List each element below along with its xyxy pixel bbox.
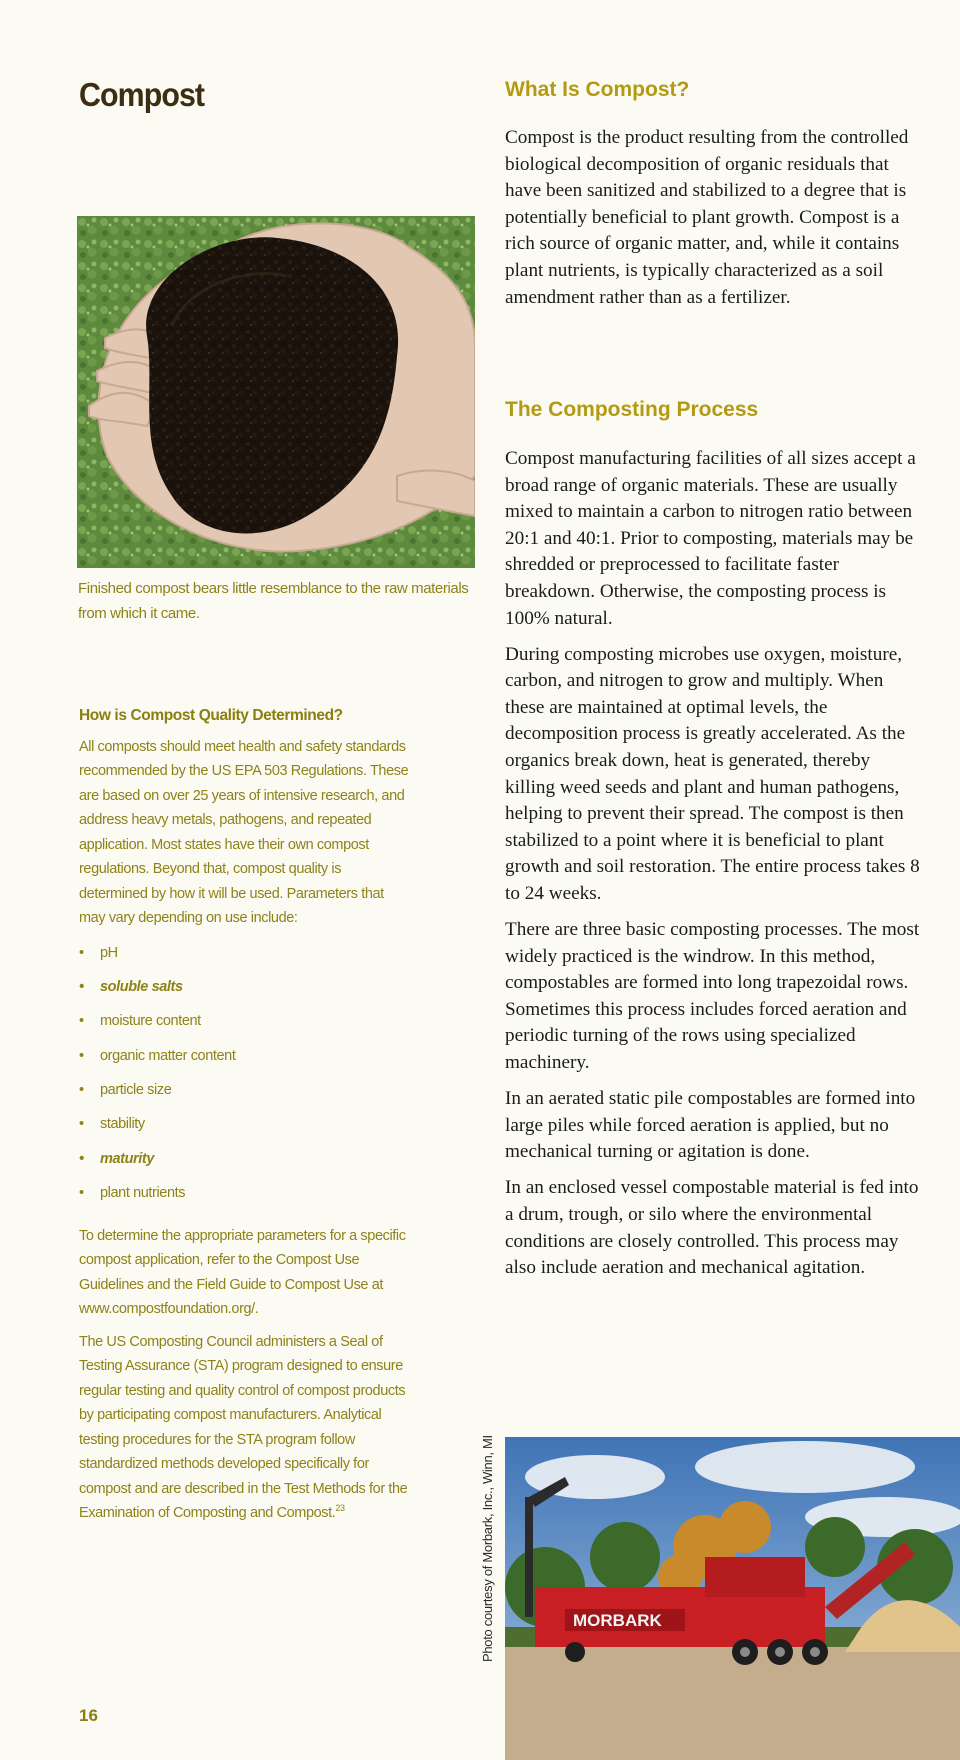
what-is-compost-body [505,125,925,321]
bullet-icon: • [79,1013,84,1030]
list-item: • soluble salts [79,975,409,1009]
bullet-icon: • [79,944,84,961]
list-item: • stability [79,1112,409,1146]
list-item: • particle size [79,1078,409,1112]
sidebar-sta-paragraph: The US Composting Council administers a Seal of Testing Assurance (STA) program designed to ensure regular testing and quality control of compost products by participating compost manufacturers. Analytical testing procedures for the STA program follow standardized methods developed specifically for compost and are described in the Test Methods for the Examination of Composting and Compost.$^{23}$ [79,1333,408,1522]
photo-caption: Finished compost bears little resemblance to the raw materials from which it came. [78,580,469,622]
compost-quality-sidebar [79,704,409,1534]
bullet-icon: • [79,1116,84,1133]
list-item: • plant nutrients [79,1181,409,1215]
list-item: • organic matter content [79,1044,409,1078]
what-is-compost-heading: What Is Compost? [505,78,690,101]
bullet-icon: • [79,1150,84,1167]
sidebar-guidelines: To determine the appropriate parameters for a specific compost application, refer to the Compost Use Guidelines and the Field Guide to Compost Use at www.compostfoundation.org/. [79,1227,406,1318]
list-item: • pH [79,941,409,975]
footnote-marker: 23 [335,1503,345,1514]
list-item: • moisture content [79,1009,409,1043]
paragraph: There are three basic composting processes. The most widely practiced is the windrow. In this method, compostables are formed into long trapezoidal rows. Sometimes this process includes forced aeration and periodic turning of the rows using specialized machinery. [505,919,920,1074]
paragraph: In an aerated static pile compostables are formed into large piles while forced aeration is applied, but no mechanical turning or agitation is done. [505,1088,916,1163]
sidebar-heading: How is Compost Quality Determined? [79,707,343,724]
sidebar-intro: All composts should meet health and safety standards recommended by the US EPA 503 Regulations. These are based on over 25 years of intensive research, and address heavy metals, pathogens, and repeated application. Most states have their own compost regulations. Beyond that, compost quality is determined by how it will be used. Parameters that may vary depending on use include: [79,738,409,926]
page-title: Compost [79,76,205,113]
machine-brand-label: MORBARK [573,1611,662,1630]
paragraph: Compost manufacturing facilities of all sizes accept a broad range of organic materials. These are usually mixed to maintain a carbon to nitrogen ratio between 20:1 and 40:1. Prior to composting, materials may be shredded or preprocessed to facilitate faster breakdown. Otherwise, the composting process is 100% natural. [505,448,916,629]
paragraph: Compost is the product resulting from the controlled biological decomposition of organic residuals that have been sanitized and stabilized to a degree that is potentially beneficial to plant growth. Compost is a rich source of organic matter, and, while it contains plant nutrients, is typically characterized as a soil amendment rather than as a fertilizer. [505,127,909,308]
bullet-icon: • [79,978,84,995]
photo-credit: Photo courtesy of Morbark, Inc., Winn, MI [480,1435,495,1662]
bullet-icon: • [79,1047,84,1064]
parameter-list [79,941,409,1216]
composting-process-heading: The Composting Process [505,398,759,421]
bullet-icon: • [79,1082,84,1099]
bullet-icon: • [79,1185,84,1202]
paragraph: In an enclosed vessel compostable material is fed into a drum, trough, or silo where the environmental conditions are closely controlled. This process may also include aeration and mechanical agitation. [505,1177,919,1279]
composting-process-body [505,446,925,1291]
grinder-machine-photo [505,1437,960,1760]
page-number: 16 [79,1706,98,1725]
compost-in-hands-photo [77,216,475,568]
list-item: • maturity [79,1147,409,1181]
paragraph: During composting microbes use oxygen, moisture, carbon, and nitrogen to grow and multiply. When these are maintained at optimal levels, the decomposition process is greatly accelerated. As the organics break down, heat is generated, thereby killing weed seeds and plant and human pathogens, helping to prevent their spread. The compost is then stabilized to a point where it is beneficial to plant growth and soil restoration. The entire process takes 8 to 24 weeks. [505,643,920,904]
